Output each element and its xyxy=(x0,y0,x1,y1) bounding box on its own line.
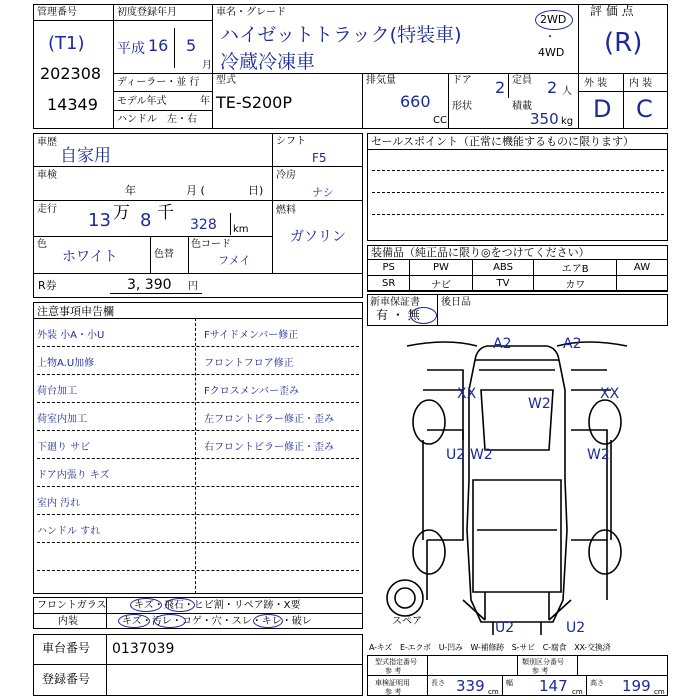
manual-label: 後日品 xyxy=(441,297,471,308)
height-value: 199 xyxy=(622,677,651,695)
damage-mark-w2-top: W2 xyxy=(528,396,551,412)
ext: D xyxy=(593,95,612,123)
note-right-2: フロントフロア修正 xyxy=(204,358,294,369)
load-unit: kg xyxy=(561,116,574,127)
shift-label: シフト xyxy=(276,136,306,147)
drive-4wd: 4WD xyxy=(538,46,565,59)
notes-row-line xyxy=(37,458,359,459)
era: 平成 xyxy=(117,41,145,57)
sales-label: セールスポイント（正常に機能するものに限ります） xyxy=(371,135,635,148)
note-left-3: 荷台加工 xyxy=(37,386,77,397)
mileage-label: 走行 xyxy=(37,204,57,215)
disp-label: 排気量 xyxy=(366,75,396,86)
load: 350 xyxy=(530,110,559,128)
height-unit: cm xyxy=(654,688,665,696)
drive-dot: ・ xyxy=(545,32,555,43)
damage-mark-w2-left: W2 xyxy=(470,447,493,463)
note-right-1: Fサイドメンバー修正 xyxy=(204,330,299,341)
length-unit: cm xyxy=(488,688,499,696)
sen-unit: 千 xyxy=(157,203,174,223)
notes-row-line xyxy=(37,346,359,347)
color-change-label: 色替 xyxy=(154,249,174,260)
chassis-label: 車台番号 xyxy=(42,641,91,655)
grade: 冷蔵冷凍車 xyxy=(220,51,316,73)
mileage-sen: 8 xyxy=(140,210,152,231)
load-label: 積載 xyxy=(512,101,532,112)
warranty-value: 有 ・ 無 xyxy=(376,308,420,322)
model-year-unit: 年 xyxy=(200,96,210,107)
cap-unit: 人 xyxy=(562,86,572,97)
equip-pw: PW xyxy=(410,260,472,276)
damage-mark-u2-left: U2 xyxy=(446,447,466,463)
chassis-value: 0137039 xyxy=(112,641,175,657)
km-unit: km xyxy=(233,224,249,235)
length-label: 長さ xyxy=(431,679,445,687)
width-unit: cm xyxy=(572,688,583,696)
equip-ps: PS xyxy=(368,260,410,276)
handle-label: ハンドル 左・右 xyxy=(117,114,197,125)
damage-mark-w2-right: W2 xyxy=(587,447,610,463)
shaken-day: 日) xyxy=(248,184,264,197)
reg-month: 5 xyxy=(186,36,197,55)
note-left-1: 外装 小A・小U xyxy=(37,330,105,341)
class-label: 類別区分番号 xyxy=(522,658,564,666)
damage-mark-a2-left: A2 xyxy=(493,336,512,352)
ac: ナシ xyxy=(312,186,334,199)
glass-kizu-circle xyxy=(130,598,162,612)
r-value: 3, 390 xyxy=(127,277,172,293)
door-label: ドア xyxy=(452,75,472,86)
dealer-label: ディーラー・並 行 xyxy=(117,77,200,88)
note-left-2: 上物A.U加修 xyxy=(37,358,95,369)
glass-value: キズ・飛石・ヒビ割・リペア跡・X要 xyxy=(134,600,301,611)
ext-label: 外 装 xyxy=(584,78,608,89)
eval: (R) xyxy=(604,28,643,58)
class-ref: 参 考 xyxy=(532,667,549,675)
notes-row-line xyxy=(37,430,359,431)
equipment-grid xyxy=(367,259,668,292)
shaken-label: 車検 xyxy=(37,170,57,181)
note-right-3: Fクロスメンバー歪み xyxy=(204,386,300,397)
shape-label: 形状 xyxy=(452,101,472,112)
mgmt-label: 管理番号 xyxy=(37,7,77,18)
note-left-6: ドア内張り キズ xyxy=(37,470,110,481)
damage-legend: A-キズ E-エクボ U-凹み W-補修跡 S-サビ C-腐食 XX-交換済 xyxy=(369,643,611,652)
interior-yogore-circle xyxy=(154,614,186,628)
shift: F5 xyxy=(312,151,327,165)
interior-kizu-circle xyxy=(118,614,150,628)
warranty-none-circle xyxy=(410,307,437,324)
equip-abs: ABS xyxy=(472,260,534,276)
door: 2 xyxy=(495,78,506,97)
model-label: 型式 xyxy=(216,75,236,86)
month-unit: 月 xyxy=(202,60,212,71)
width-value: 147 xyxy=(539,677,568,695)
model: TE-S200P xyxy=(216,93,292,112)
mileage-man: 13 xyxy=(88,210,111,231)
notes-row-line xyxy=(37,374,359,375)
note-left-7: 室内 汚れ xyxy=(37,498,81,509)
warranty-label: 新車保証書 xyxy=(370,297,420,308)
disp-unit: CC xyxy=(433,115,447,126)
damage-mark-xx-left: XX xyxy=(457,386,477,402)
ac-label: 冷房 xyxy=(276,170,296,181)
glass-label: フロントガラス xyxy=(37,600,107,611)
width-label: 幅 xyxy=(506,679,513,687)
cap: 2 xyxy=(547,78,558,97)
mgmt-line-2: 202308 xyxy=(40,64,102,83)
shaken-year: 年 xyxy=(125,184,136,197)
disp: 660 xyxy=(400,92,431,111)
reg-label: 登録番号 xyxy=(42,672,91,686)
shaken-month: 月 ( xyxy=(186,184,205,197)
note-left-8: ハンドル すれ xyxy=(37,526,101,537)
damage-mark-u2-bottom-right: U2 xyxy=(566,620,586,636)
notes-row-line xyxy=(37,514,359,515)
note-right-5: 右フロントピラー修正・歪み xyxy=(204,442,334,453)
reg-year: 16 xyxy=(148,36,169,55)
notes-label: 注意事項申告欄 xyxy=(37,305,114,318)
eval-label: 評 価 点 xyxy=(590,4,634,18)
interior-label: 内装 xyxy=(58,616,78,627)
cert-ref: 参 考 xyxy=(385,688,402,696)
fuel-label: 燃料 xyxy=(276,205,296,216)
equip-tv: TV xyxy=(472,276,534,292)
cap-label: 定員 xyxy=(512,75,532,86)
color-label: 色 xyxy=(37,239,47,250)
length-value: 339 xyxy=(456,677,485,695)
equip-empty xyxy=(617,276,668,292)
int-label: 内 装 xyxy=(629,78,653,89)
equipment-label: 装備品（純正品に限り◎をつけてください） xyxy=(371,246,590,259)
note-left-5: 下廻り サビ xyxy=(37,442,91,453)
equip-sr: SR xyxy=(368,276,410,292)
car-diagram xyxy=(367,330,668,636)
color: ホワイト xyxy=(62,249,118,265)
mileage-rest: 328 xyxy=(190,217,217,233)
r-unit: 円 xyxy=(188,281,198,292)
note-left-4: 荷室内加工 xyxy=(37,414,87,425)
notes-row-line xyxy=(37,486,359,487)
equip-leather: カワ xyxy=(534,276,617,292)
history-label: 車歴 xyxy=(37,137,57,148)
first-reg-label: 初度登録年月 xyxy=(117,7,177,18)
r-label: R券 xyxy=(38,279,57,292)
car-name-label: 車名・グレード xyxy=(216,7,286,18)
equip-airbag: エアB xyxy=(534,260,617,276)
damage-mark-a2-right: A2 xyxy=(563,336,582,352)
car-name: ハイゼットトラック(特装車) xyxy=(220,24,462,46)
color-code-label: 色コード xyxy=(191,239,231,250)
notes-row-line xyxy=(37,570,359,571)
equip-aw: AW xyxy=(617,260,668,276)
man-unit: 万 xyxy=(113,203,130,223)
height-label: 高さ xyxy=(590,679,604,687)
interior-sure-circle xyxy=(253,614,283,628)
equip-navi: ナビ xyxy=(410,276,472,292)
drive-2wd: 2WD xyxy=(540,13,567,26)
glass-tobiishi-circle xyxy=(165,598,195,612)
fuel: ガソリン xyxy=(290,229,346,245)
damage-mark-xx-right: XX xyxy=(600,386,620,402)
history-value: 自家用 xyxy=(60,146,111,166)
damage-mark-u2-bottom-left: U2 xyxy=(495,620,515,636)
notes-row-line xyxy=(37,542,359,543)
spare-label: スペア xyxy=(392,616,422,627)
model-year-label: モデル年式 xyxy=(117,96,167,107)
type-ref: 参 考 xyxy=(385,667,402,675)
mgmt-line-3: 14349 xyxy=(47,95,98,114)
cert-label: 車検証明用 xyxy=(375,679,410,687)
notes-row-line xyxy=(37,402,359,403)
note-right-4: 左フロントピラー修正・歪み xyxy=(204,414,334,425)
mgmt-line-1: (T1) xyxy=(48,33,85,54)
color-code: フメイ xyxy=(218,254,251,267)
type-label: 型式指定番号 xyxy=(375,658,417,666)
int: C xyxy=(636,95,653,123)
interior-value: キズ・汚レ・コゲ・穴・スレ・キレ・破レ xyxy=(122,616,312,627)
